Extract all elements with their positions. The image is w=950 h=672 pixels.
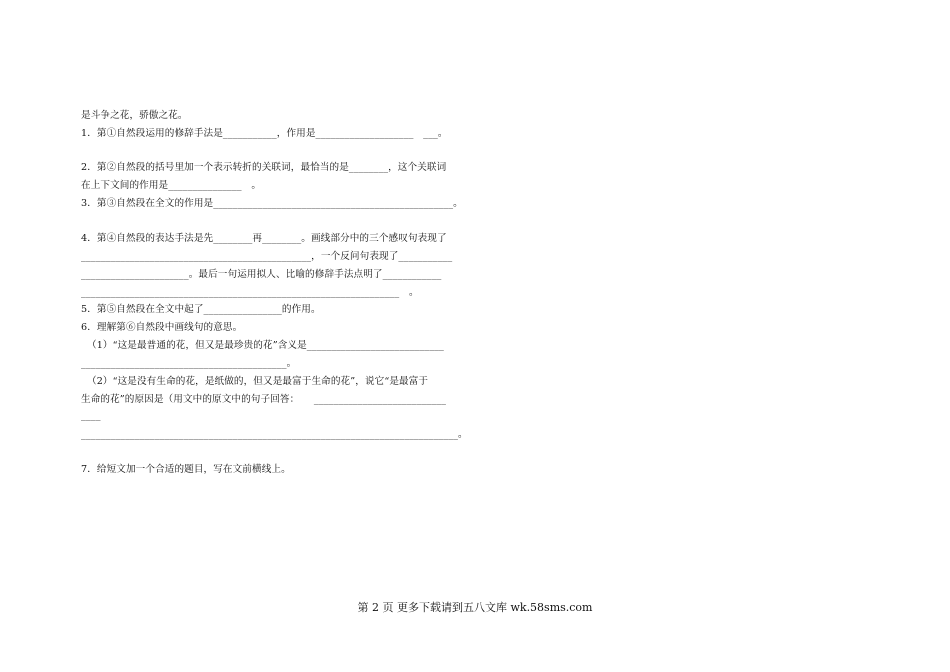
question-4-line-2: _______________________________________________，一个反问句表现了___________ — [81, 251, 453, 262]
page-footer: 第 2 页 更多下载请到五八文库 wk.58sms.com — [357, 601, 593, 614]
question-1: 1．第①自然段运用的修辞手法是___________，作用是____________________ ___。 — [81, 128, 448, 139]
question-7: 7．给短文加一个合适的题目，写在文前横线上。 — [81, 464, 291, 475]
question-6-part-1-line-1: （1）“这是最普通的花，但又是最珍贵的花”含义是____________________________ — [87, 340, 444, 351]
question-3: 3．第③自然段在全文的作用是_________________________________________________。 — [81, 198, 463, 209]
passage-ending-line: 是斗争之花，骄傲之花。 — [81, 110, 188, 121]
question-2-line-2: 在上下文间的作用是_______________ 。 — [81, 180, 262, 191]
question-4-line-3: ______________________。最后一句运用拟人、比喻的修辞手法点明了____________ — [81, 269, 442, 280]
question-6-part-2-line-3: ____ — [81, 410, 101, 421]
question-2-line-1: 2．第②自然段的括号里加一个表示转折的关联词，最恰当的是________，这个关联词 — [81, 162, 447, 173]
question-4-line-4: _________________________________________________________________ 。 — [81, 287, 419, 298]
question-4-line-1: 4．第④自然段的表达手法是先________再________。画线部分中的三个感叹句表现了 — [81, 233, 447, 244]
question-6-part-2-line-4: _____________________________________________________________________________。 — [81, 429, 468, 440]
question-6: 6．理解第⑥自然段中画线句的意思。 — [81, 322, 243, 333]
question-6-part-1-line-2: __________________________________________。 — [81, 358, 297, 369]
question-6-part-2-line-2: 生命的花”的原因是（用文中的原文中的句子回答： ___________________________ — [81, 394, 447, 405]
question-5: 5．第⑤自然段在全文中起了________________的作用。 — [81, 304, 321, 315]
question-6-part-2-line-1: （2）“这是没有生命的花，是纸做的，但又是最富于生命的花”，说它“是最富于 — [87, 376, 429, 387]
